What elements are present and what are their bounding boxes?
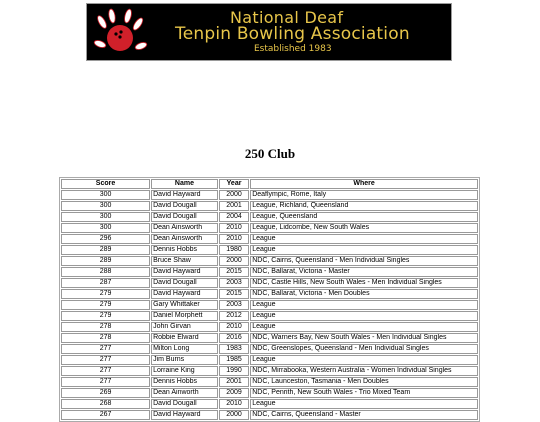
table-row — [61, 388, 478, 398]
cell-score: 300 — [61, 212, 150, 222]
cell-where: NDC, Warners Bay, New South Wales - Men Individual Singles — [250, 333, 478, 343]
cell-score: 269 — [61, 388, 150, 398]
cell-year: 2010 — [219, 234, 249, 244]
cell-name: Daniel Morphett — [151, 311, 218, 321]
cell-score: 289 — [61, 245, 150, 255]
table-row — [61, 300, 478, 310]
table-row — [61, 278, 478, 288]
club-table — [59, 177, 480, 422]
cell-score: 288 — [61, 267, 150, 277]
cell-name: Jim Burns — [151, 355, 218, 365]
cell-year: 2012 — [219, 311, 249, 321]
table-row — [61, 223, 478, 233]
table-row — [61, 245, 478, 255]
cell-year: 2010 — [219, 399, 249, 409]
cell-score: 300 — [61, 190, 150, 200]
cell-name: Dean Ainsworth — [151, 223, 218, 233]
cell-score: 268 — [61, 399, 150, 409]
cell-name: David Hayward — [151, 190, 218, 200]
cell-score: 277 — [61, 366, 150, 376]
header-where: Where — [250, 179, 478, 189]
cell-name: Dean Ainsworth — [151, 234, 218, 244]
table-row — [61, 344, 478, 354]
cell-where: NDC, Cairns, Queensland - Men Individual Singles — [250, 256, 478, 266]
cell-score: 287 — [61, 278, 150, 288]
cell-name: David Dougall — [151, 399, 218, 409]
cell-score: 289 — [61, 256, 150, 266]
cell-year: 2004 — [219, 212, 249, 222]
cell-name: Milton Long — [151, 344, 218, 354]
table-row — [61, 311, 478, 321]
cell-where: League, Queensland — [250, 212, 478, 222]
cell-name: Robbie Elward — [151, 333, 218, 343]
cell-name: David Hayward — [151, 267, 218, 277]
cell-score: 279 — [61, 289, 150, 299]
cell-year: 1985 — [219, 355, 249, 365]
cell-where: League — [250, 311, 478, 321]
cell-where: NDC, Launceston, Tasmania - Men Doubles — [250, 377, 478, 387]
cell-year: 2016 — [219, 333, 249, 343]
table-row — [61, 333, 478, 343]
cell-name: Gary Whittaker — [151, 300, 218, 310]
table-row — [61, 212, 478, 222]
cell-name: Dean Ainworth — [151, 388, 218, 398]
cell-score: 278 — [61, 322, 150, 332]
cell-year: 1980 — [219, 245, 249, 255]
cell-year: 2010 — [219, 223, 249, 233]
cell-name: Bruce Shaw — [151, 256, 218, 266]
header-name: Name — [151, 179, 218, 189]
cell-year: 2015 — [219, 267, 249, 277]
cell-score: 279 — [61, 300, 150, 310]
cell-year: 2003 — [219, 300, 249, 310]
cell-name: Dennis Hobbs — [151, 377, 218, 387]
table-row — [61, 190, 478, 200]
table-row — [61, 377, 478, 387]
cell-where: League — [250, 399, 478, 409]
table-row — [61, 201, 478, 211]
cell-year: 1983 — [219, 344, 249, 354]
cell-year: 2000 — [219, 256, 249, 266]
cell-score: 296 — [61, 234, 150, 244]
cell-score: 277 — [61, 344, 150, 354]
cell-where: NDC, Mirrabooka, Western Australia - Women Individual Singles — [250, 366, 478, 376]
cell-where: League, Richland, Queensland — [250, 201, 478, 211]
cell-score: 279 — [61, 311, 150, 321]
cell-where: NDC, Ballarat, Victoria - Master — [250, 267, 478, 277]
banner-line-1: National Deaf — [230, 8, 344, 27]
cell-where: League — [250, 245, 478, 255]
cell-year: 2001 — [219, 201, 249, 211]
cell-year: 2003 — [219, 278, 249, 288]
cell-year: 2010 — [219, 322, 249, 332]
banner-line-3: Established 1983 — [254, 44, 332, 54]
cell-score: 300 — [61, 223, 150, 233]
cell-name: David Dougall — [151, 212, 218, 222]
table-row — [61, 355, 478, 365]
cell-score: 300 — [61, 201, 150, 211]
banner-line-2: Tenpin Bowling Association — [175, 24, 410, 44]
cell-where: NDC, Ballarat, Victoria - Men Doubles — [250, 289, 478, 299]
cell-year: 2001 — [219, 377, 249, 387]
cell-where: NDC, Castle Hills, New South Wales - Men Individual Singles — [250, 278, 478, 288]
cell-name: David Hayward — [151, 289, 218, 299]
cell-name: David Dougall — [151, 278, 218, 288]
cell-name: David Dougall — [151, 201, 218, 211]
cell-where: NDC, Greenslopes, Queensland - Men Individual Singles — [250, 344, 478, 354]
cell-where: League, Lidcombe, New South Wales — [250, 223, 478, 233]
cell-name: John Girvan — [151, 322, 218, 332]
cell-name: Lorraine King — [151, 366, 218, 376]
cell-where: League — [250, 300, 478, 310]
cell-score: 278 — [61, 333, 150, 343]
header-score: Score — [61, 179, 150, 189]
cell-score: 277 — [61, 355, 150, 365]
cell-year: 1990 — [219, 366, 249, 376]
cell-name: David Hayward — [151, 410, 218, 420]
cell-where: NDC, Penrith, New South Wales - Trio Mixed Team — [250, 388, 478, 398]
cell-score: 267 — [61, 410, 150, 420]
table-row — [61, 410, 478, 420]
bowling-pins-icon — [92, 8, 148, 58]
table-row — [61, 322, 478, 332]
cell-year: 2009 — [219, 388, 249, 398]
cell-name: Dennis Hobbs — [151, 245, 218, 255]
cell-where: League — [250, 234, 478, 244]
table-row — [61, 256, 478, 266]
table-row — [61, 267, 478, 277]
table-row — [61, 234, 478, 244]
header-year: Year — [219, 179, 249, 189]
table-header-row — [61, 179, 478, 189]
cell-where: Deaflympic, Rome, Italy — [250, 190, 478, 200]
cell-score: 277 — [61, 377, 150, 387]
cell-where: NDC, Cairns, Queensland - Master — [250, 410, 478, 420]
page-title: 250 Club — [244, 146, 296, 161]
table-row — [61, 289, 478, 299]
site-banner — [86, 3, 452, 61]
cell-year: 2015 — [219, 289, 249, 299]
table-row — [61, 399, 478, 409]
cell-year: 2000 — [219, 410, 249, 420]
cell-where: League — [250, 355, 478, 365]
cell-year: 2000 — [219, 190, 249, 200]
cell-where: League — [250, 322, 478, 332]
table-row — [61, 366, 478, 376]
